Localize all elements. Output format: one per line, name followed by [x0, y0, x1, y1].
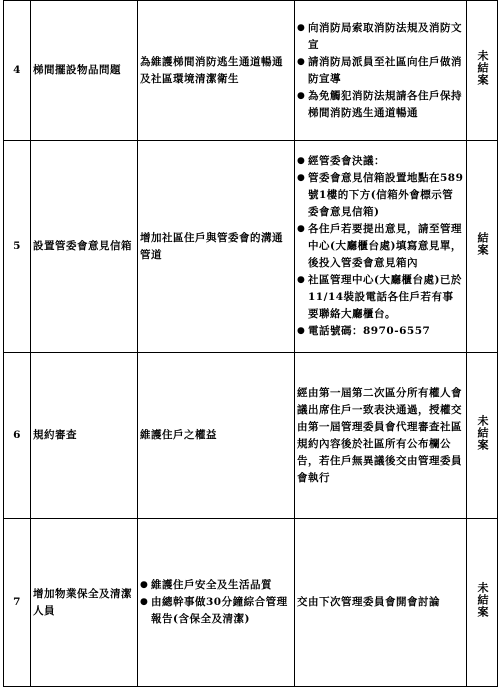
- action-item: ● 請消防局派員至社區向住戶做消防宣導: [297, 54, 464, 88]
- status-text: 未結案: [476, 49, 489, 86]
- action-text: 交由下次管理委員會開會討論: [297, 596, 440, 608]
- action-text: 經由第一屆第二次區分所有權人會議出席住戶一致表決通過，授權交由第一屆管理委員會代理審查社區規約內容後於社區所有公布欄公告，若住戶無異議後交由管理委員會執行: [297, 386, 462, 484]
- action-item: ● 各住戶若要提出意見，請至管理中心(大廳櫃台處)填寫意見單，後投入管委會意見箱內: [297, 221, 464, 272]
- issue-cell: 增加物業保全及清潔人員: [31, 519, 138, 687]
- action-cell: [295, 141, 467, 353]
- action-item: ● 電話號碼：8970-6557: [297, 323, 464, 340]
- reason-item: ● 維護住戶安全及生活品質: [140, 577, 292, 594]
- action-item: ● 向消防局索取消防法規及消防文宣: [297, 20, 464, 54]
- row-number: 6: [4, 353, 31, 519]
- table-row: [4, 519, 498, 687]
- reason-cell: 增加社區住戶與管委會的溝通管道: [138, 141, 295, 353]
- issue-table: [3, 0, 498, 687]
- reason-item: ● 由總幹事做30分鐘綜合管理報告(含保全及清潔): [140, 594, 292, 628]
- action-cell: [295, 353, 467, 519]
- action-item: ● 經管委會決議：: [297, 153, 464, 170]
- row-number: 5: [4, 141, 31, 353]
- issue-cell: 梯間擺設物品問題: [31, 1, 138, 141]
- reason-cell: 維護住戶之權益: [138, 353, 295, 519]
- status-text: 結案: [476, 231, 489, 256]
- status-cell: [467, 141, 498, 353]
- action-item: ● 社區管理中心(大廳櫃台處)已於11/14裝設電話各住戶若有事要聯絡大廳櫃台。: [297, 272, 464, 323]
- status-text: 未結案: [476, 581, 489, 618]
- table-row: [4, 353, 498, 519]
- table-row: [4, 141, 498, 353]
- reason-cell: 為維護梯間消防逃生通道暢通及社區環境清潔衛生: [138, 1, 295, 141]
- table-row: [4, 1, 498, 141]
- action-cell: [295, 1, 467, 141]
- action-item: ● 為免觸犯消防法規請各住戶保持梯間消防逃生通道暢通: [297, 88, 464, 122]
- row-number: 4: [4, 1, 31, 141]
- status-cell: [467, 353, 498, 519]
- issue-cell: 規約審查: [31, 353, 138, 519]
- action-item: ● 管委會意見信箱設置地點在589號1樓的下方(信箱外會標示管委會意見信箱): [297, 170, 464, 221]
- action-cell: [295, 519, 467, 687]
- row-number: 7: [4, 519, 31, 687]
- status-cell: [467, 519, 498, 687]
- issue-cell: 設置管委會意見信箱: [31, 141, 138, 353]
- status-cell: [467, 1, 498, 141]
- reason-cell: [138, 519, 295, 687]
- status-text: 未結案: [476, 414, 489, 451]
